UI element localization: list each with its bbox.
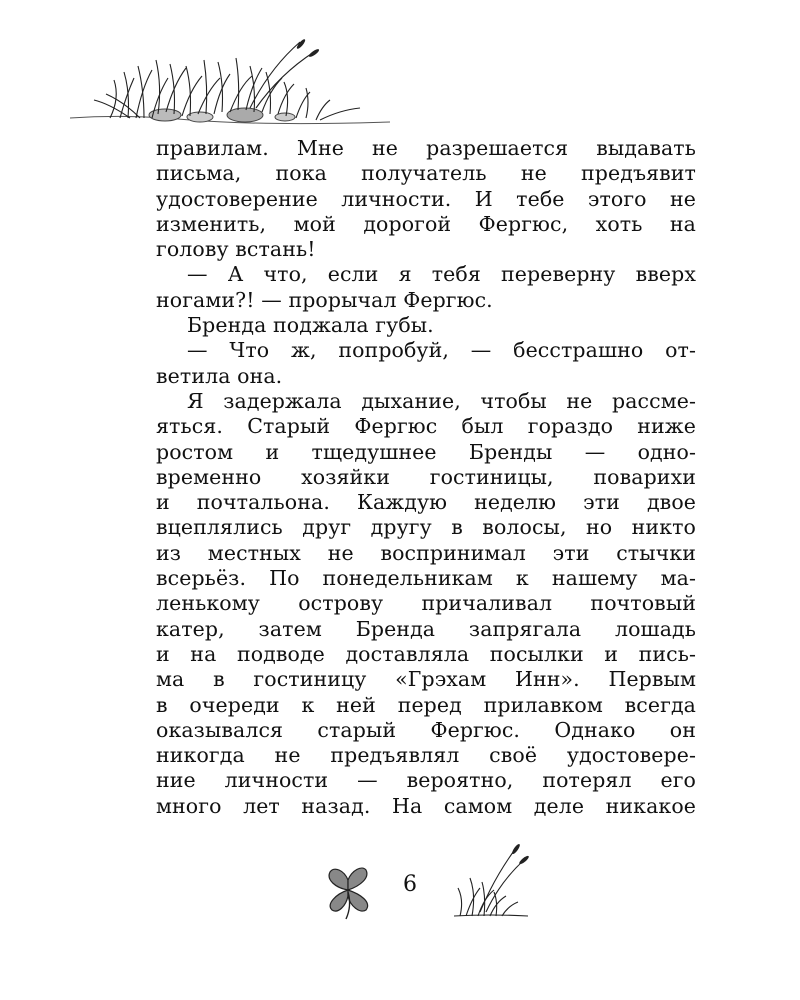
text-line: много лет назад. На самом деле никакое [156,793,696,818]
text-line: яться. Старый Фергюс был гораздо ниже [156,414,696,439]
text-line: Я задержала дыхание, чтобы не рассме- [187,388,696,413]
text-line: — Что ж, попробуй, — бесстрашно от- [187,338,696,363]
text-line: изменить, мой дорогой Фергюс, хоть на [156,211,696,236]
clover-icon [318,866,380,920]
text-line: голову встань! [156,237,316,262]
text-line: ростом и тщедушнее Бренды — одно- [156,439,696,464]
text-line: ногами?! — прорычал Фергюс. [156,287,493,312]
body-text [156,136,696,819]
text-line: оказывался старый Фергюс. Однако он [156,717,696,742]
text-line: ма в гостиницу «Грэхам Инн». Первым [156,667,696,692]
grass-sprig-illustration [450,842,530,918]
text-line: ветила она. [156,363,283,388]
text-line: Бренда поджала губы. [187,313,434,338]
text-line: всерьёз. По понедельникам к нашему ма- [156,566,696,591]
text-line: ние личности — вероятно, потерял его [156,768,696,793]
text-line: — А что, если я тебя переверну вверх [187,262,696,287]
text-line: из местных не воспринимал эти стычки [156,540,696,565]
text-line: никогда не предъявлял своё удостовере- [156,743,696,768]
text-line: удостоверение личности. И тебе этого не [156,186,696,211]
text-line: правилам. Мне не разрешается выдавать [156,136,696,160]
text-line: и почтальона. Каждую неделю эти двое [156,490,696,515]
text-line: катер, затем Бренда запрягала лошадь [156,616,696,641]
text-line: письма, пока получатель не предъявит [156,161,696,186]
header-grass-illustration [70,38,390,130]
text-line: временно хозяйки гостиницы, поварихи [156,464,696,489]
text-line: и на подводе доставляла посылки и пись- [156,641,696,666]
page-number: 6 [403,872,417,897]
text-line: вцеплялись друг другу в волосы, но никто [156,515,696,540]
text-line: ленькому острову причаливал почтовый [156,591,696,616]
text-line: в очереди к ней перед прилавком всегда [156,692,696,717]
